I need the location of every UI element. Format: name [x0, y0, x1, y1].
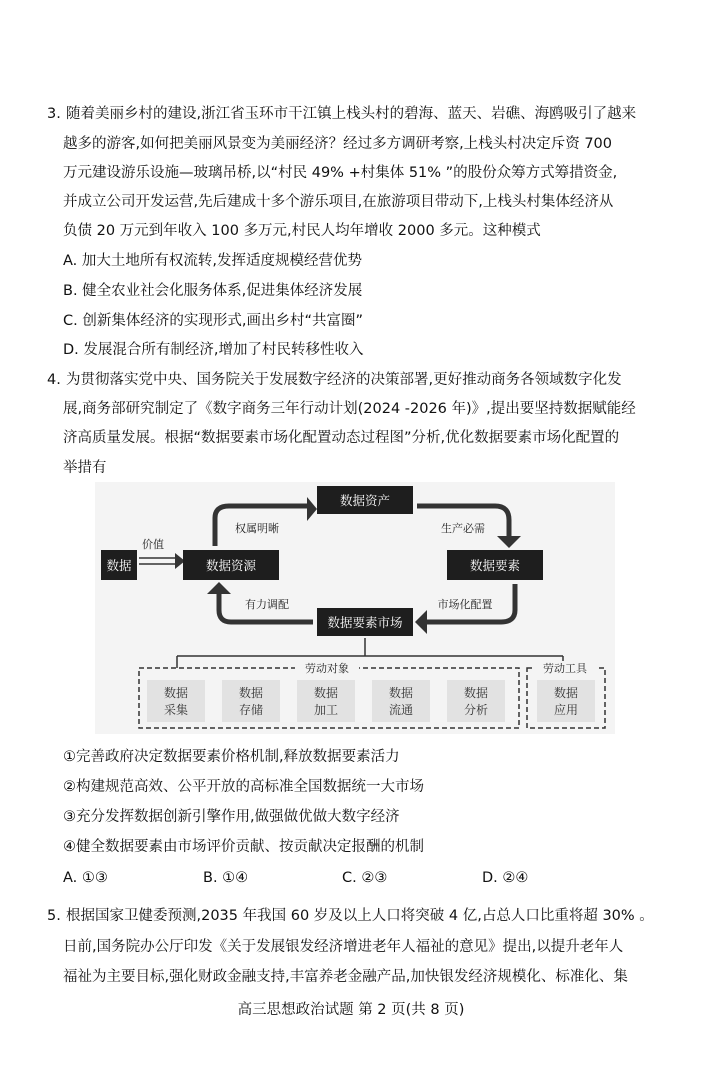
svg-text:数据要素市场: 数据要素市场 — [327, 615, 403, 630]
svg-text:有力调配: 有力调配 — [245, 598, 289, 611]
q5-stem-line: 福祉为主要目标,强化财政金融支持,丰富养老金融产品,加快银发经济规模化、标准化、集 — [63, 969, 628, 985]
market-box — [317, 608, 413, 636]
labor-object-line: 加工 — [313, 703, 339, 717]
labor-object-line: 流通 — [388, 703, 414, 717]
q3-stem-line: 随着美丽乡村的建设,浙江省玉环市干江镇上栈头村的碧海、蓝天、岩礁、海鸥吸引了越来 — [66, 106, 637, 122]
svg-text:权属明晰: 权属明晰 — [235, 522, 279, 535]
labor-object-card — [372, 680, 430, 722]
q3-option-c: C. 创新集体经济的实现形式,画出乡村“共富圈” — [63, 313, 363, 329]
q3-option-d: D. 发展混合所有制经济,增加了村民转移性收入 — [63, 342, 364, 358]
q5-stem-line: 日前,国务院办公厅印发《关于发展银发经济增进老年人福祉的意见》提出,以提升老年人 — [63, 939, 624, 955]
q3-number: 3. — [47, 106, 61, 122]
labor-object-line: 存储 — [238, 703, 264, 717]
labor-tool-line: 应用 — [553, 703, 579, 717]
q4-choice-a: A. ①③ — [63, 870, 108, 886]
svg-text:市场化配置: 市场化配置 — [437, 598, 493, 611]
q4-statement: ④健全数据要素由市场评价贡献、按贡献决定报酬的机制 — [63, 839, 424, 855]
svg-text:数据资产: 数据资产 — [339, 493, 391, 508]
page-footer: 高三思想政治试题 第 2 页(共 8 页) — [237, 1002, 465, 1018]
data-element-diagram — [95, 482, 615, 734]
labor-object-line: 数据 — [463, 686, 489, 700]
svg-text:数据要素: 数据要素 — [469, 558, 521, 573]
svg-text:劳动工具: 劳动工具 — [543, 662, 587, 675]
q3-stem-line: 负债 20 万元到年收入 100 多万元,村民人均年增收 2000 多元。这种模式 — [63, 223, 541, 239]
q3-option-a: A. 加大土地所有权流转,发挥适度规模经营优势 — [63, 253, 362, 269]
labor-object-line: 采集 — [163, 703, 189, 717]
q4-statement: ③充分发挥数据创新引擎作用,做强做优做大数字经济 — [63, 809, 400, 825]
labor-object-line: 数据 — [163, 686, 189, 700]
q3-stem-line: 越多的游客,如何把美丽风景变为美丽经济？经过多方调研考察,上栈头村决定斥资 700 — [63, 136, 613, 152]
data-box — [101, 550, 137, 580]
labor-object-line: 数据 — [313, 686, 339, 700]
q4-choice-c: C. ②③ — [342, 870, 388, 886]
q3-option-b: B. 健全农业社会化服务体系,促进集体经济发展 — [63, 283, 363, 299]
element-box — [447, 550, 543, 580]
labor-object-card — [297, 680, 355, 722]
q4-stem-line: 为贯彻落实党中央、国务院关于发展数字经济的决策部署,更好推动商务各领域数字化发 — [66, 372, 622, 388]
q4-number: 4. — [47, 372, 61, 388]
labor-object-cards — [147, 680, 505, 722]
svg-text:劳动对象: 劳动对象 — [305, 662, 349, 675]
svg-text:生产必需: 生产必需 — [441, 522, 485, 535]
q4-choice-d: D. ②④ — [482, 870, 529, 886]
labor-tool-line: 数据 — [553, 686, 579, 700]
svg-text:价值: 价值 — [142, 538, 164, 551]
labor-object-card — [222, 680, 280, 722]
svg-text:数据: 数据 — [106, 558, 132, 573]
q5-stem-line: 根据国家卫健委预测,2035 年我国 60 岁及以上人口将突破 4 亿,占总人口比重将超 30% 。 — [66, 908, 654, 924]
q5-number: 5. — [47, 908, 61, 924]
q3-stem-line: 并成立公司开发运营,先后建成十多个游乐项目,在旅游项目带动下,上栈头村集体经济从 — [63, 194, 614, 210]
labor-object-card — [447, 680, 505, 722]
q4-choice-b: B. ①④ — [203, 870, 249, 886]
labor-object-line: 分析 — [463, 703, 489, 717]
resource-box — [183, 550, 279, 580]
q4-stem-line: 展,商务部研究制定了《数字商务三年行动计划(2024 -2026 年)》,提出要坚持数据赋能经 — [63, 401, 636, 417]
q4-stem-line: 济高质量发展。根据“数据要素市场化配置动态过程图”分析,优化数据要素市场化配置的 — [63, 430, 620, 446]
svg-text:数据资源: 数据资源 — [205, 558, 257, 573]
labor-object-card — [147, 680, 205, 722]
labor-tool-group — [527, 661, 605, 728]
labor-object-line: 数据 — [238, 686, 264, 700]
q4-statement: ②构建规范高效、公平开放的高标准全国数据统一大市场 — [63, 779, 424, 795]
q4-stem-line: 举措有 — [63, 460, 107, 476]
labor-object-line: 数据 — [388, 686, 414, 700]
q4-statement: ①完善政府决定数据要素价格机制,释放数据要素活力 — [63, 749, 400, 765]
asset-box — [317, 486, 413, 514]
q3-stem-line: 万元建设游乐设施—玻璃吊桥,以“村民 49% +村集体 51% ”的股份众筹方式筹措资金, — [63, 165, 618, 181]
